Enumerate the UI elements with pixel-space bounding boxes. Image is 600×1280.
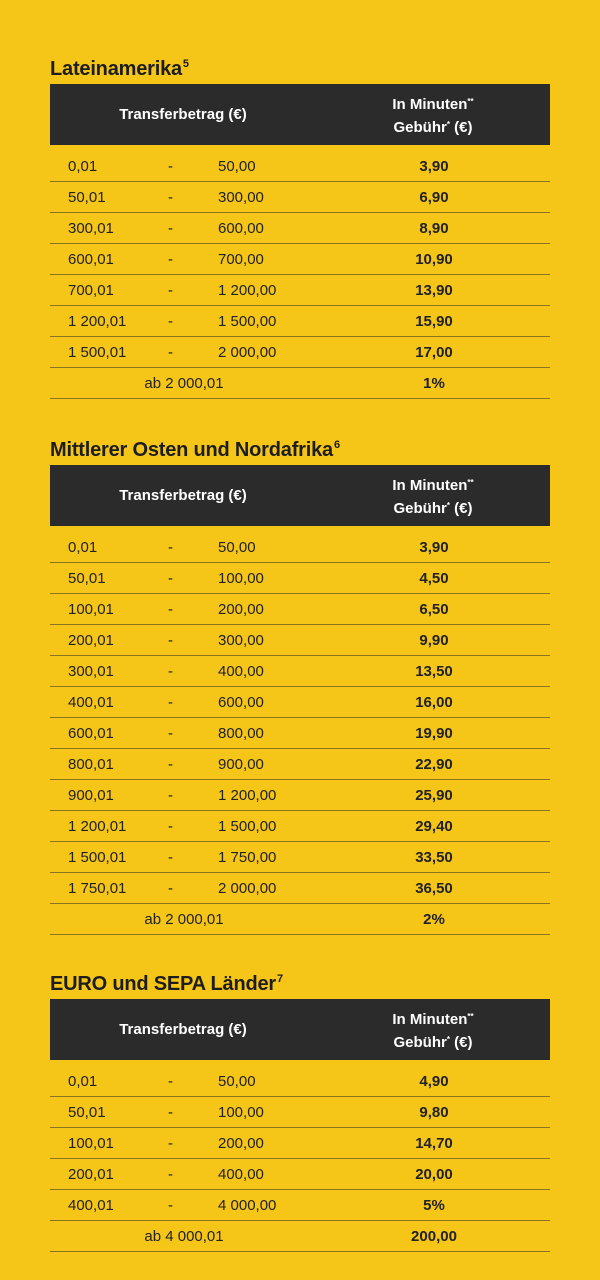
table-row: 600,01 - 800,00 19,90 [50,718,550,749]
table-row-last: ab 2 000,01 1% [50,368,550,399]
table-row: 0,01 - 50,00 3,90 [50,151,550,182]
table-row: 50,01 - 300,00 6,90 [50,182,550,213]
table-row: 100,01 - 200,00 14,70 [50,1128,550,1159]
table-row: 400,01 - 4 000,00 5% [50,1190,550,1221]
table-row: 600,01 - 700,00 10,90 [50,244,550,275]
column-header-amount: Transferbetrag (€) [119,1021,247,1038]
table-row: 0,01 - 50,00 4,90 [50,1066,550,1097]
table-row: 1 200,01 - 1 500,00 29,40 [50,811,550,842]
footnote-marker: 6 [333,439,340,451]
table-row: 200,01 - 300,00 9,90 [50,625,550,656]
table-row: 800,01 - 900,00 22,90 [50,749,550,780]
column-header-amount: Transferbetrag (€) [119,487,247,504]
table-row-last: ab 4 000,01 200,00 [50,1221,550,1252]
table-row: 400,01 - 600,00 16,00 [50,687,550,718]
table-row: 300,01 - 600,00 8,90 [50,213,550,244]
section-lateinamerika [50,49,550,399]
table-row-last: ab 2 000,01 2% [50,904,550,935]
table-row: 300,01 - 400,00 13,50 [50,656,550,687]
table-body [50,1066,550,1252]
column-header-fee: In Minuten** Gebühr* (€) [392,95,474,136]
table-header [50,465,550,526]
table-row: 1 500,01 - 1 750,00 33,50 [50,842,550,873]
section-title: Mittlerer Osten und Nordafrika$^6$ [50,439,340,461]
table-row: 900,01 - 1 200,00 25,90 [50,780,550,811]
table-row: 0,01 - 50,00 3,90 [50,532,550,563]
footnote-marker: 5 [182,58,189,70]
section-title: Lateinamerika$^5$ [50,58,189,80]
table-row: 1 750,01 - 2 000,00 36,50 [50,873,550,904]
table-header [50,84,550,145]
table-row: 50,01 - 100,00 9,80 [50,1097,550,1128]
section-mittlerer-osten [50,430,550,935]
section-title: EURO und SEPA Länder$^7$ [50,973,283,995]
table-body [50,532,550,935]
section-euro-sepa [50,964,550,1252]
column-header-fee: In Minuten** Gebühr* (€) [392,1010,474,1051]
table-header [50,999,550,1060]
table-row: 50,01 - 100,00 4,50 [50,563,550,594]
column-header-amount: Transferbetrag (€) [119,106,247,123]
table-row: 200,01 - 400,00 20,00 [50,1159,550,1190]
table-body [50,151,550,399]
table-row: 1 500,01 - 2 000,00 17,00 [50,337,550,368]
table-row: 100,01 - 200,00 6,50 [50,594,550,625]
footnote-marker: 7 [277,973,283,985]
table-row: 700,01 - 1 200,00 13,90 [50,275,550,306]
table-row: 1 200,01 - 1 500,00 15,90 [50,306,550,337]
column-header-fee: In Minuten** Gebühr* (€) [392,476,474,517]
